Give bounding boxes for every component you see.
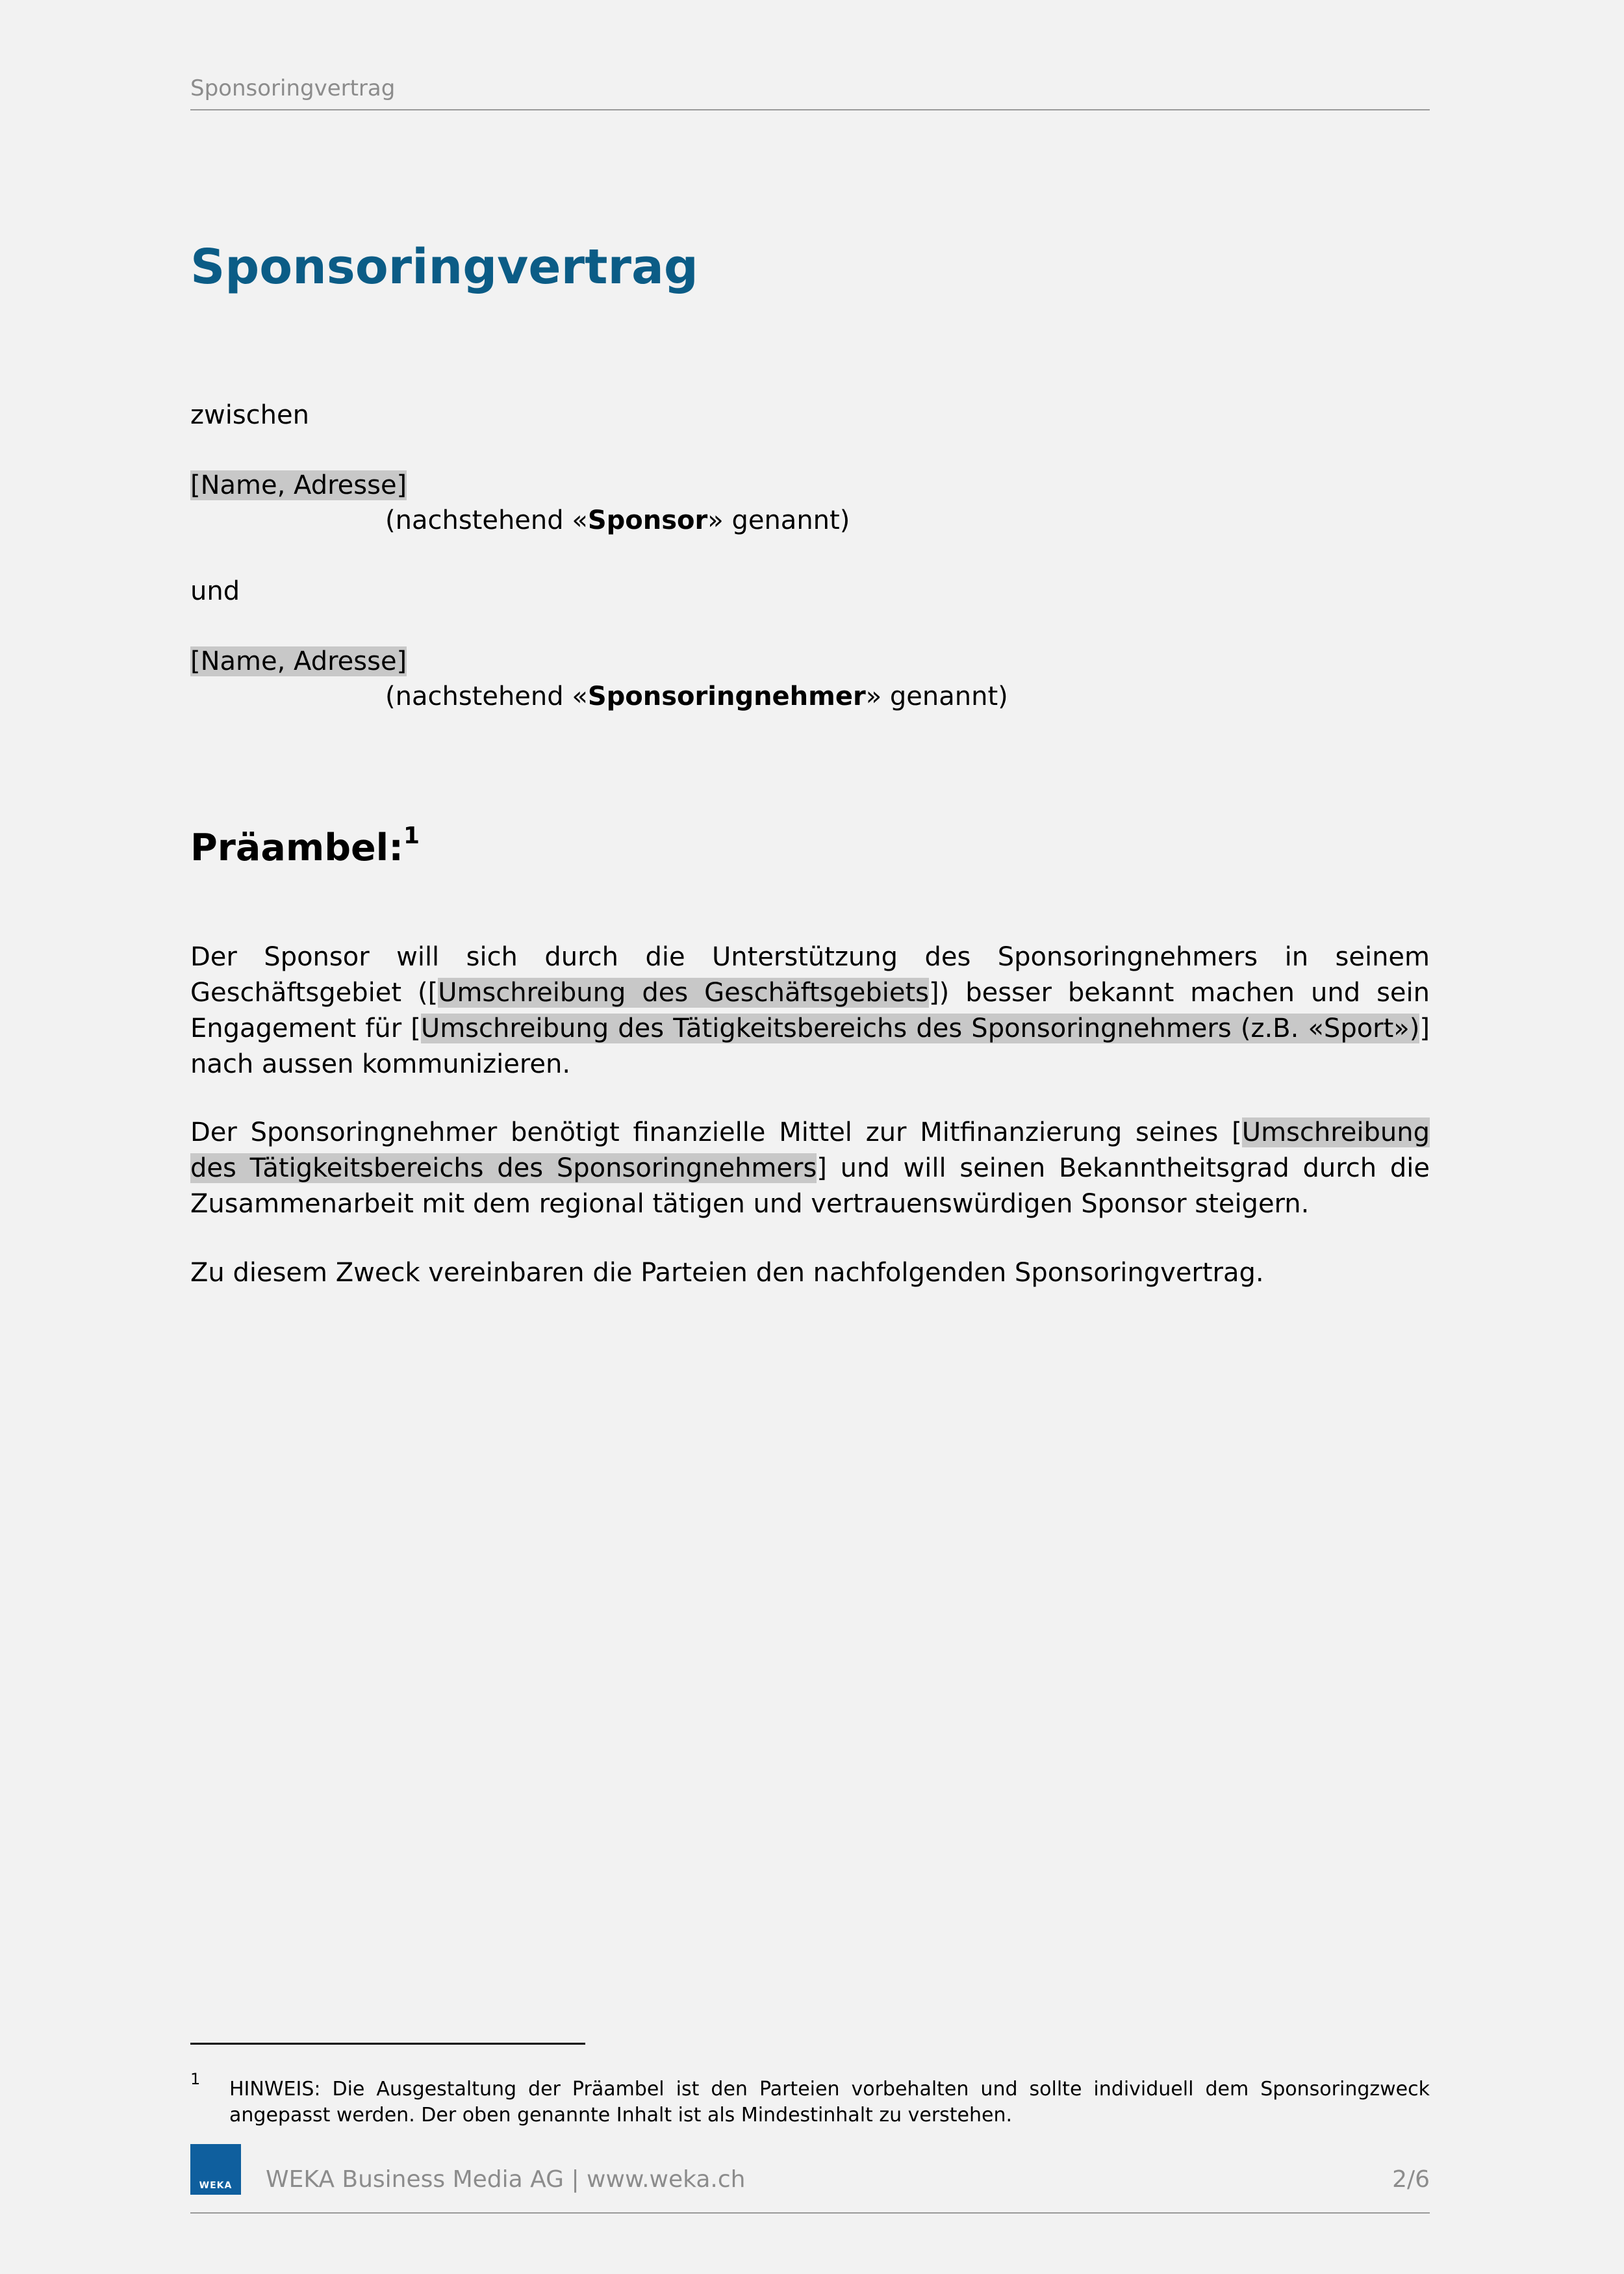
sponsee-role-term: Sponsoringnehmer	[587, 682, 866, 711]
footnote-separator	[190, 2043, 585, 2045]
running-header: Sponsoringvertrag	[190, 75, 1430, 110]
footer-separator	[190, 2212, 1430, 2214]
activity-area-placeholder-2: Umschreibung des Tätigkeitsbereichs des Sponsoringnehmers	[190, 1118, 1430, 1183]
preamble-paragraph-1: Der Sponsor will sich durch die Unterstützung des Sponsoringnehmers in seinem Geschäftsgebiet ([Umschreibung des Geschäftsgebiets]) besser bekannt machen und sein Engagement für [Umschreibung des Tätigkeitsbereichs des Sponsoringnehmers (z.B. «Sport»)] nach aussen kommunizieren.	[190, 942, 1430, 1079]
activity-area-placeholder: Umschreibung des Tätigkeitsbereichs des Sponsoringnehmers (z.B. «Sport»)	[420, 1014, 1420, 1043]
footnote-number: 1	[190, 2070, 201, 2088]
sponsor-role-term: Sponsor	[587, 505, 708, 535]
between-label: zwischen	[190, 400, 309, 430]
sponsee-address-line	[190, 644, 1430, 680]
footer-publisher: WEKA Business Media AG | www.weka.ch	[266, 2166, 746, 2193]
sponsee-designation: (nachstehend «Sponsoringnehmer» genannt)	[385, 682, 1008, 711]
sponsor-name-address-placeholder: [Name, Adresse]	[190, 470, 407, 500]
sponsor-designation: (nachstehend «Sponsor» genannt)	[385, 505, 850, 535]
preamble-paragraph-2: Der Sponsoringnehmer benötigt finanzielle Mittel zur Mitfinanzierung seines [Umschreibung des Tätigkeitsbereichs des Sponsoringnehmers] und will seinen Bekanntheitsgrad durch die Zusammenarbeit mit dem regional tätigen und vertrauenswürdigen Sponsor steigern.	[190, 1118, 1430, 1219]
weka-logo-text: WEKA	[199, 2180, 233, 2191]
document-title: Sponsoringvertrag	[190, 239, 698, 295]
sponsor-address-line	[190, 468, 1430, 504]
preamble-paragraph-3: Zu diesem Zweck vereinbaren die Parteien den nachfolgenden Sponsoringvertrag.	[190, 1258, 1264, 1288]
footnote-reference: 1	[403, 823, 420, 849]
business-area-placeholder: Umschreibung des Geschäftsgebiets	[438, 978, 930, 1008]
sponsee-name-address-placeholder: [Name, Adresse]	[190, 646, 407, 676]
and-label: und	[190, 576, 240, 606]
page-number: 2/6	[1392, 2166, 1430, 2193]
footnote-text: HINWEIS: Die Ausgestaltung der Präambel ist den Parteien vorbehalten und sollte individuell dem Sponsoringzweck angepasst werden. Der oben genannte Inhalt ist als Mindestinhalt zu verstehen.	[229, 2078, 1430, 2127]
preamble-heading: Präambel:$^1$	[190, 823, 420, 869]
weka-logo	[190, 2144, 241, 2195]
